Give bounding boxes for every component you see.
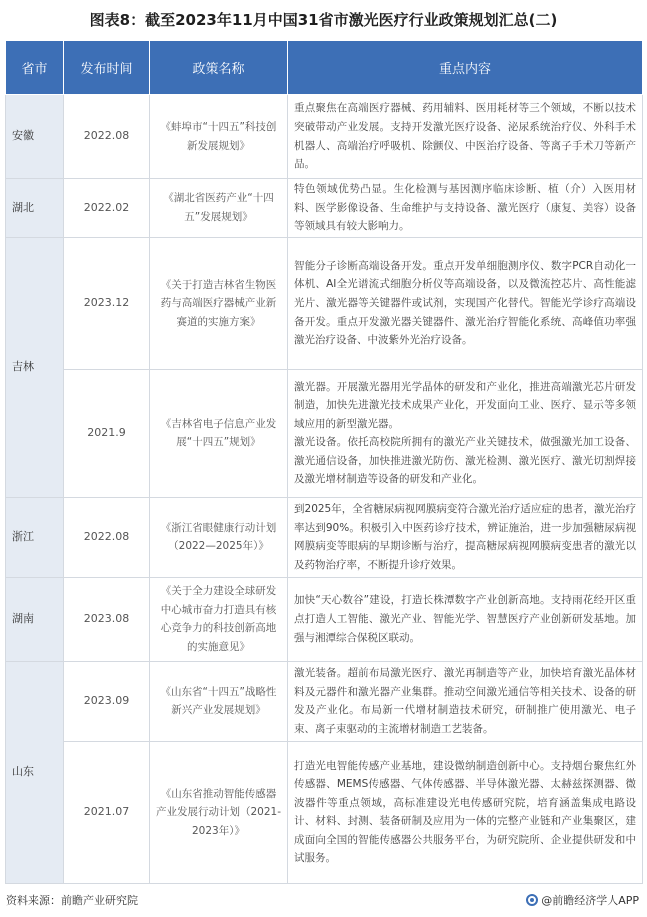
date-cell: 2021.9 xyxy=(64,369,150,497)
content-cell: 激光装备。超前布局激光医疗、激光再制造等产业，加快培育激光晶体材料及元器件和激光器产业集群。推动空间激光通信等相关技术、设备的研发及产业化。布局新一代增材制造技术研究，研制推广使用激光、电子束、离子束驱动的主流增材制造工艺装备。 xyxy=(288,661,643,741)
content-cell: 到2025年，全省糖尿病视网膜病变符合激光治疗适应症的患者，激光治疗率达到90%。积极引入中医药诊疗技术，辨证施治，进一步加强糖尿病视网膜病变等眼病的早期诊断与治疗，提高糖尿病视网膜病变患者的激光以及药物治疗率，不断提升诊疗效果。 xyxy=(288,497,643,577)
policy-cell: 《吉林省电子信息产业发展“十四五”规划》 xyxy=(150,369,288,497)
policy-cell: 《山东省推动智能传感器产业发展行动计划（2021-2023年）》 xyxy=(150,741,288,883)
policy-table xyxy=(5,40,643,884)
content-cell: 加快“天心数谷”建设，打造长株潭数字产业创新高地。支持雨花经开区重点打造人工智能、激光产业、智能光学、智慧医疗产业创新研发基地。加强与湘潭综合保税区联动。 xyxy=(288,577,643,661)
table-row xyxy=(6,497,643,577)
policy-cell: 《关于全力建设全球研发中心城市奋力打造具有核心竞争力的科技创新高地的实施意见》 xyxy=(150,577,288,661)
content-cell: 重点聚焦在高端医疗器械、药用辅料、医用耗材等三个领域，不断以技术突破带动产业发展。支持开发激光医疗设备、泌尿系统治疗仪、外科手术机器人、高端治疗呼吸机、除颤仪、中医治疗设备、等离子手术刀等新产品。 xyxy=(288,95,643,179)
content-paragraph: 激光设备。依托高校院所拥有的激光产业关键技术，做强激光加工设备、激光通信设备，加快推进激光防伤、激光检测、激光医疗、激光切割焊接及激光增材制造等设备的研发和产业化。 xyxy=(294,436,636,486)
table-row xyxy=(6,237,643,369)
date-cell: 2022.02 xyxy=(64,179,150,238)
date-cell: 2023.08 xyxy=(64,577,150,661)
brand-text: @前瞻经济学人APP xyxy=(541,894,639,907)
province-cell: 浙江 xyxy=(6,497,64,577)
header-content: 重点内容 xyxy=(288,41,643,95)
table-header-row xyxy=(6,41,643,95)
policy-cell: 《湖北省医药产业“十四五”发展规划》 xyxy=(150,179,288,238)
table-row xyxy=(6,369,643,497)
content-paragraph: 激光器。开展激光器用光学晶体的研发和产业化，推进高端激光芯片研发制造，加快先进激光技术成果产业化，开发面向工业、医疗、显示等多领域应用的新型激光器。 xyxy=(294,380,636,430)
date-cell: 2021.07 xyxy=(64,741,150,883)
table-row xyxy=(6,741,643,883)
province-cell: 吉林 xyxy=(6,237,64,497)
header-province: 省市 xyxy=(6,41,64,95)
date-cell: 2023.09 xyxy=(64,661,150,741)
province-cell: 湖北 xyxy=(6,179,64,238)
header-policy: 政策名称 xyxy=(150,41,288,95)
table-row xyxy=(6,179,643,238)
province-cell: 湖南 xyxy=(6,577,64,661)
policy-cell: 《关于打造吉林省生物医药与高端医疗器械产业新赛道的实施方案》 xyxy=(150,237,288,369)
policy-cell: 《蚌埠市“十四五”科技创新发展规划》 xyxy=(150,95,288,179)
content-cell xyxy=(288,369,643,497)
content-cell: 打造光电智能传感产业基地，建设微纳制造创新中心。支持烟台聚焦红外传感器、MEMS传感器、气体传感器、半导体激光器、太赫兹探测器、微波器件等重点领域，高标准建设光电传感研究院，培育涵盖集成电路设计、材料、封测、装备研制及应用为一体的完整产业链和产业集聚区，建成面向全国的智能传感器公共服务平台，为研究院所、企业提供研发和中试服务。 xyxy=(288,741,643,883)
table-row xyxy=(6,95,643,179)
date-cell: 2023.12 xyxy=(64,237,150,369)
header-date: 发布时间 xyxy=(64,41,150,95)
table-row xyxy=(6,577,643,661)
chart-title: 图表8：截至2023年11月中国31省市激光医疗行业政策规划汇总(二) xyxy=(89,11,558,29)
content-cell: 智能分子诊断高端设备开发。重点开发单细胞测序仪、数字PCR自动化一体机、AI全光谱流式细胞分析仪等高端设备，以及微流控芯片、高性能滤光片、激光器等关键器件或试剂，实现国产化替代。智能光学诊疗高端设备开发。重点开发激光器关键器件、激光治疗智能化系统、高峰值功率强激光治疗设备、中波紫外光治疗设备。 xyxy=(288,237,643,369)
table-row xyxy=(6,661,643,741)
policy-cell: 《山东省“十四五”战略性新兴产业发展规划》 xyxy=(150,661,288,741)
date-cell: 2022.08 xyxy=(64,95,150,179)
date-cell: 2022.08 xyxy=(64,497,150,577)
qianzhan-logo-icon xyxy=(526,894,538,906)
content-cell: 特色领域优势凸显。生化检测与基因测序临床诊断、植（介）入医用材料、医学影像设备、生命维护与支持设备、激光医疗（康复、美容）设备等领域具有较大影响力。 xyxy=(288,179,643,238)
policy-cell: 《浙江省眼健康行动计划（2022—2025年）》 xyxy=(150,497,288,577)
province-cell: 安徽 xyxy=(6,95,64,179)
brand-credit xyxy=(526,892,639,908)
province-cell: 山东 xyxy=(6,661,64,883)
source-note: 资料来源：前瞻产业研究院 xyxy=(6,894,138,907)
